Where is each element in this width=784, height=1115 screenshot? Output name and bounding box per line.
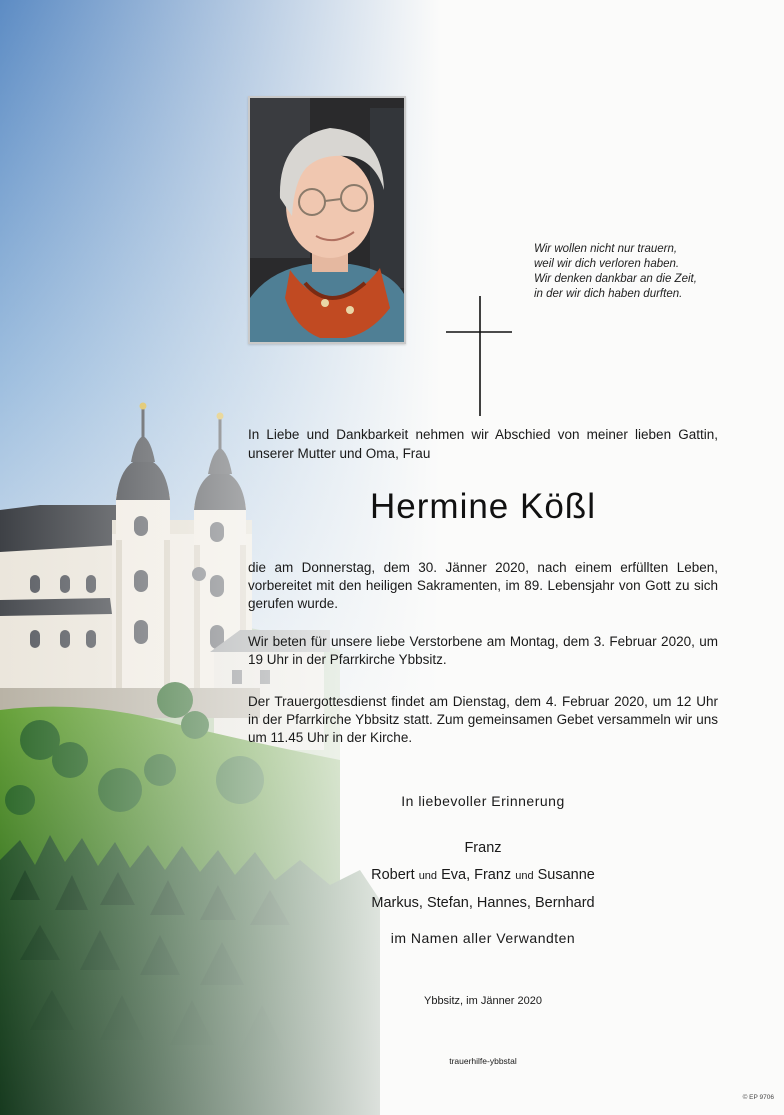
product-code: © EP 9706: [742, 1094, 774, 1101]
poem-line: in der wir dich haben durften.: [534, 288, 683, 300]
portrait-photo: [248, 96, 406, 344]
prayer-paragraph: Wir beten für unsere liebe Verstorbene am Montag, dem 3. Februar 2020, um 19 Uhr in der Pfarrkirche Ybbsitz.: [248, 634, 718, 667]
family-line-3: Markus, Stefan, Hannes, Bernhard: [371, 895, 595, 911]
family-name: Robert: [371, 867, 415, 883]
poem-line: Wir denken dankbar an die Zeit,: [534, 273, 697, 285]
memory-line: In liebevoller Erinnerung: [401, 793, 565, 809]
memorial-poem: [534, 242, 754, 302]
family-line-1: Franz: [464, 840, 502, 856]
family-conjunction: und: [418, 870, 438, 882]
relatives-line: im Namen aller Verwandten: [390, 930, 576, 946]
funeral-service-paragraph: Der Trauergottesdienst findet am Dienstag, dem 4. Februar 2020, um 12 Uhr in der Pfarrkirche Ybbsitz statt. Zum gemeinsamen Gebet versammeln wir uns um 11.45 Uhr in der Kirche.: [248, 694, 718, 745]
poem-line: Wir wollen nicht nur trauern,: [534, 243, 678, 255]
portrait-illustration: [250, 98, 404, 342]
death-notice-paragraph: die am Donnerstag, dem 30. Jänner 2020, nach einem erfüllten Leben, vorbereitet mit den heiligen Sakramenten, im 89. Lebensjahr von Gott zu sich gerufen wurde.: [248, 560, 718, 611]
poem-line: weil wir dich verloren haben.: [534, 258, 680, 270]
deceased-name: Hermine Kößl: [370, 487, 596, 526]
family-name: Eva, Franz: [441, 867, 512, 883]
place-date: Ybbsitz, im Jänner 2020: [423, 995, 542, 1007]
family-conjunction: und: [515, 870, 534, 882]
intro-text: In Liebe und Dankbarkeit nehmen wir Abschied von meiner lieben Gattin, unserer Mutter und Oma, Frau: [248, 427, 718, 461]
family-line-2: [248, 862, 718, 890]
family-name: Susanne: [537, 867, 595, 883]
credit-text: trauerhilfe-ybbstal: [449, 1056, 517, 1066]
family-list: [248, 835, 718, 917]
cross-icon: [446, 296, 512, 416]
